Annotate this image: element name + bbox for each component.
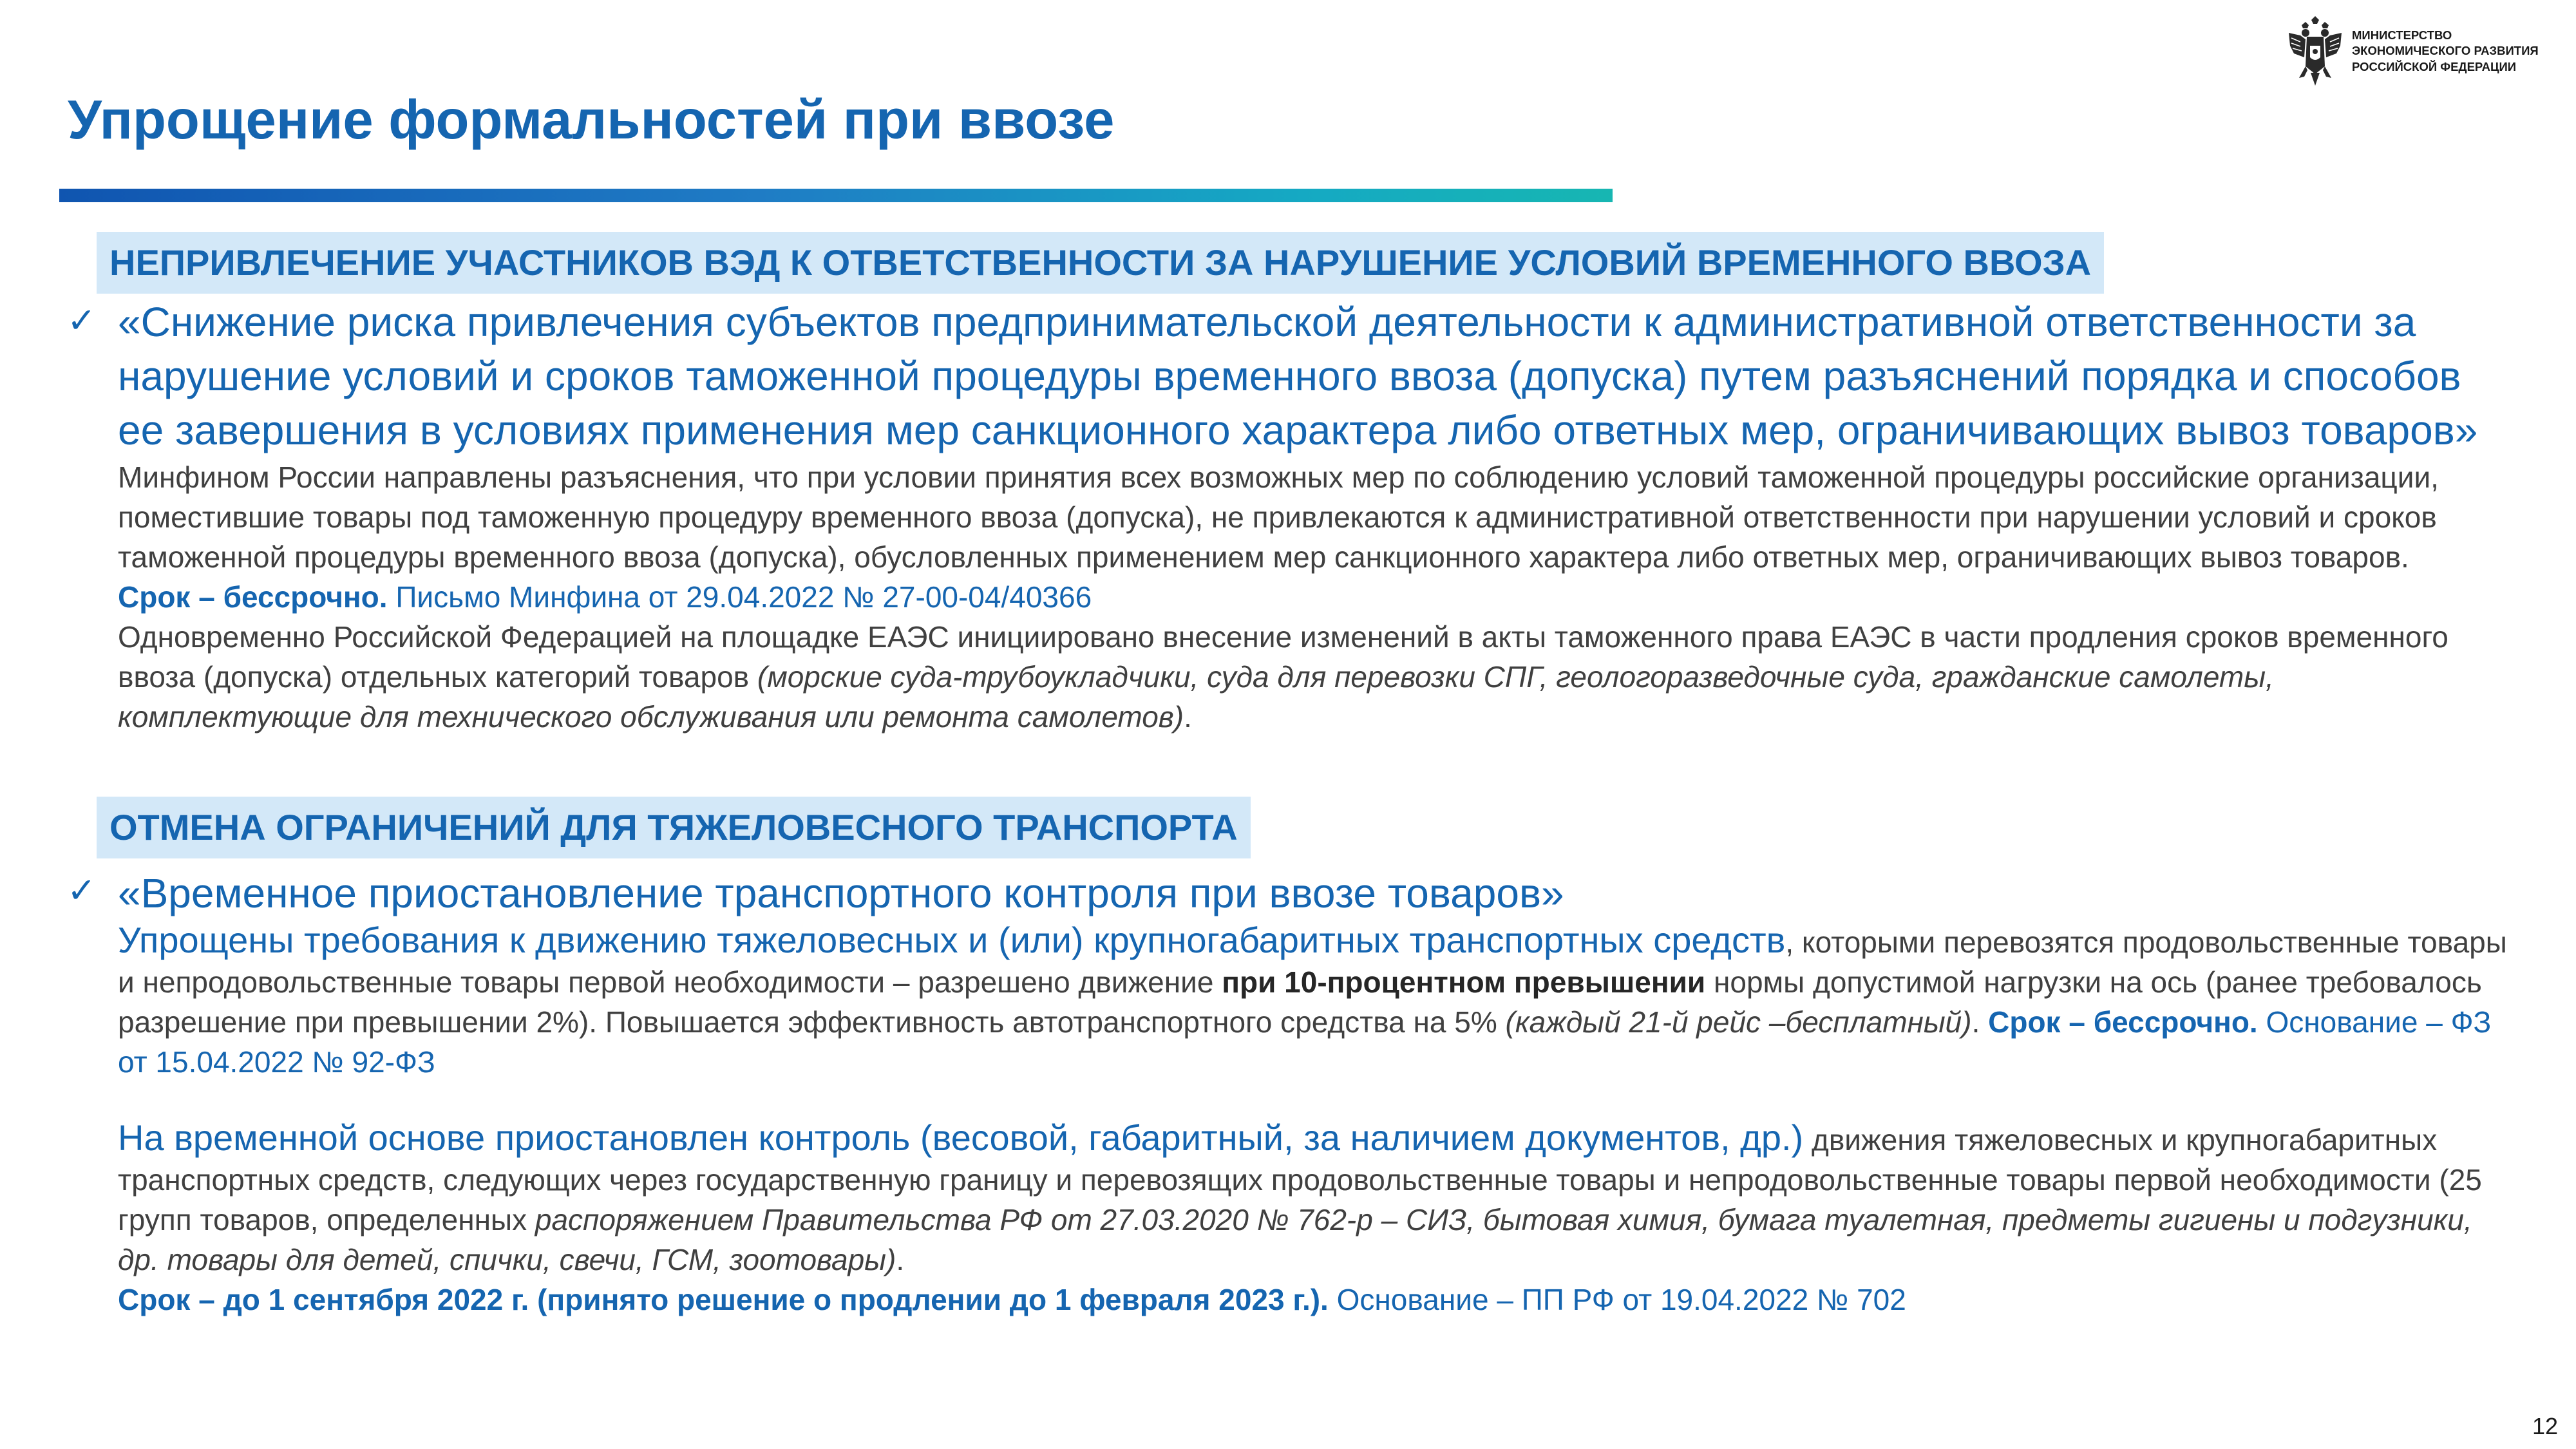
section2-p1-basis: Основание – ФЗ от 15.04.2022 № 92-ФЗ	[118, 1005, 2492, 1079]
section2-term-line	[118, 1280, 2514, 1320]
section2-p2-end: .	[896, 1243, 905, 1276]
section1-explanation: Минфином России направлены разъяснения, что при условии принятия всех возможных мер по соблюдению условий таможенной процедуры российские организации, поместившие товары под таможенную процедуру временного ввоза (допуска), не привлекаются к административной ответственности при нарушении условий и сроков таможенной процедуры временного ввоза (допуска), обусловленных применением мер санкционного характера либо ответных мер, ограничивающих вывоз товаров.	[118, 460, 2439, 574]
section2-p1-italic: (каждый 21-й рейс –бесплатный)	[1505, 1005, 1972, 1039]
ministry-logo	[2286, 16, 2557, 90]
section2-p1-bold: при 10-процентном превышении	[1222, 965, 1706, 999]
section1-term: Срок – бессрочно.	[118, 580, 388, 614]
section2-paragraph1	[118, 920, 2514, 1082]
ministry-name: МИНИСТЕРСТВО ЭКОНОМИЧЕСКОГО РАЗВИТИЯ РОССИЙСКОЙ ФЕДЕРАЦИИ	[2352, 28, 2539, 73]
checkmark-icon: ✓	[67, 300, 97, 341]
page-title: Упрощение формальностей при ввозе	[68, 90, 1115, 151]
section2-p1-text: , которыми перевозятся продовольственные товары и непродовольственные товары первой необходимости – разрешено движение	[118, 925, 2507, 999]
section1-eaeu-paragraph	[118, 617, 2514, 737]
section-heading-temporary-import: НЕПРИВЛЕЧЕНИЕ УЧАСТНИКОВ ВЭД К ОТВЕТСТВЕННОСТИ ЗА НАРУШЕНИЕ УСЛОВИЙ ВРЕМЕННОГО ВВОЗА	[97, 232, 2104, 294]
section2-paragraph2	[118, 1118, 2514, 1280]
page-number: 12	[2532, 1413, 2558, 1439]
section2-p1-term: Срок – бессрочно.	[1988, 1005, 2258, 1039]
section2-p2-italic: распоряжением Правительства РФ от 27.03.2020 № 762-р – СИЗ, бытовая химия, бумага туалетная, предметы гигиены и подгузники, др. товары для детей, спички, свечи, ГСМ, зоотовары)	[118, 1203, 2472, 1276]
section1-paragraph	[118, 295, 2514, 577]
section1-content	[118, 295, 2514, 737]
section2-p2-text: движения тяжеловесных и крупногабаритных транспортных средств, следующих через государственную границу и перевозящих продовольственные товары и непродовольственные товары первой необходимости (25 групп товаров, определенных	[118, 1123, 2482, 1236]
section-heading-heavy-transport: ОТМЕНА ОГРАНИЧЕНИЙ ДЛЯ ТЯЖЕЛОВЕСНОГО ТРАНСПОРТА	[97, 797, 1251, 858]
title-gradient-rule	[59, 189, 1613, 202]
section2-p1-lead: Упрощены требования к движению тяжеловесных и (или) крупногабаритных транспортных средств	[118, 920, 1786, 960]
section2-quote: «Временное приостановление транспортного контроля при ввозе товаров»	[118, 870, 1564, 916]
section2-p2-lead: На временной основе приостановлен контроль (весовой, габаритный, за наличием документов, др.)	[118, 1117, 1804, 1158]
section2-p1-dot: .	[1971, 1005, 1989, 1039]
section1-eaeu-text: Одновременно Российской Федерацией на площадке ЕАЭС инициировано внесение изменений в акты таможенного права ЕАЭС в части продления сроков временного ввоза (допуска) отдельных категорий товаров	[118, 620, 2448, 694]
section2-content	[118, 866, 2514, 1320]
section1-term-line	[118, 577, 2514, 617]
section1-quote: «Снижение риска привлечения субъектов предпринимательской деятельности к административной ответственности за нарушение условий и сроков таможенной процедуры временного ввоза (допуска) путем разъяснений порядка и способов ее завершения в условиях применения мер санкционного характера либо ответных мер, ограничивающих вывоз товаров»	[118, 299, 2478, 453]
double-headed-eagle-emblem-icon	[2286, 16, 2344, 87]
section2-p2-term: Срок – до 1 сентября 2022 г. (принято решение о продлении до 1 февраля 2023 г.).	[118, 1283, 1329, 1316]
section1-basis: Письмо Минфина от 29.04.2022 № 27-00-04/40366	[387, 580, 1092, 614]
section2-p1-text2: нормы допустимой нагрузки на ось (ранее требовалось разрешение при превышении 2%). Повышается эффективность автотранспортного средства на 5%	[118, 965, 2482, 1039]
section2-p2-basis: Основание – ПП РФ от 19.04.2022 № 702	[1328, 1283, 1906, 1316]
checkmark-icon: ✓	[67, 870, 97, 911]
section1-eaeu-end: .	[1184, 700, 1192, 734]
section1-eaeu-italic: (морские суда-трубоукладчики, суда для перевозки СПГ, геологоразведочные суда, гражданские самолеты, комплектующие для технического обслуживания или ремонта самолетов)	[118, 660, 2274, 734]
